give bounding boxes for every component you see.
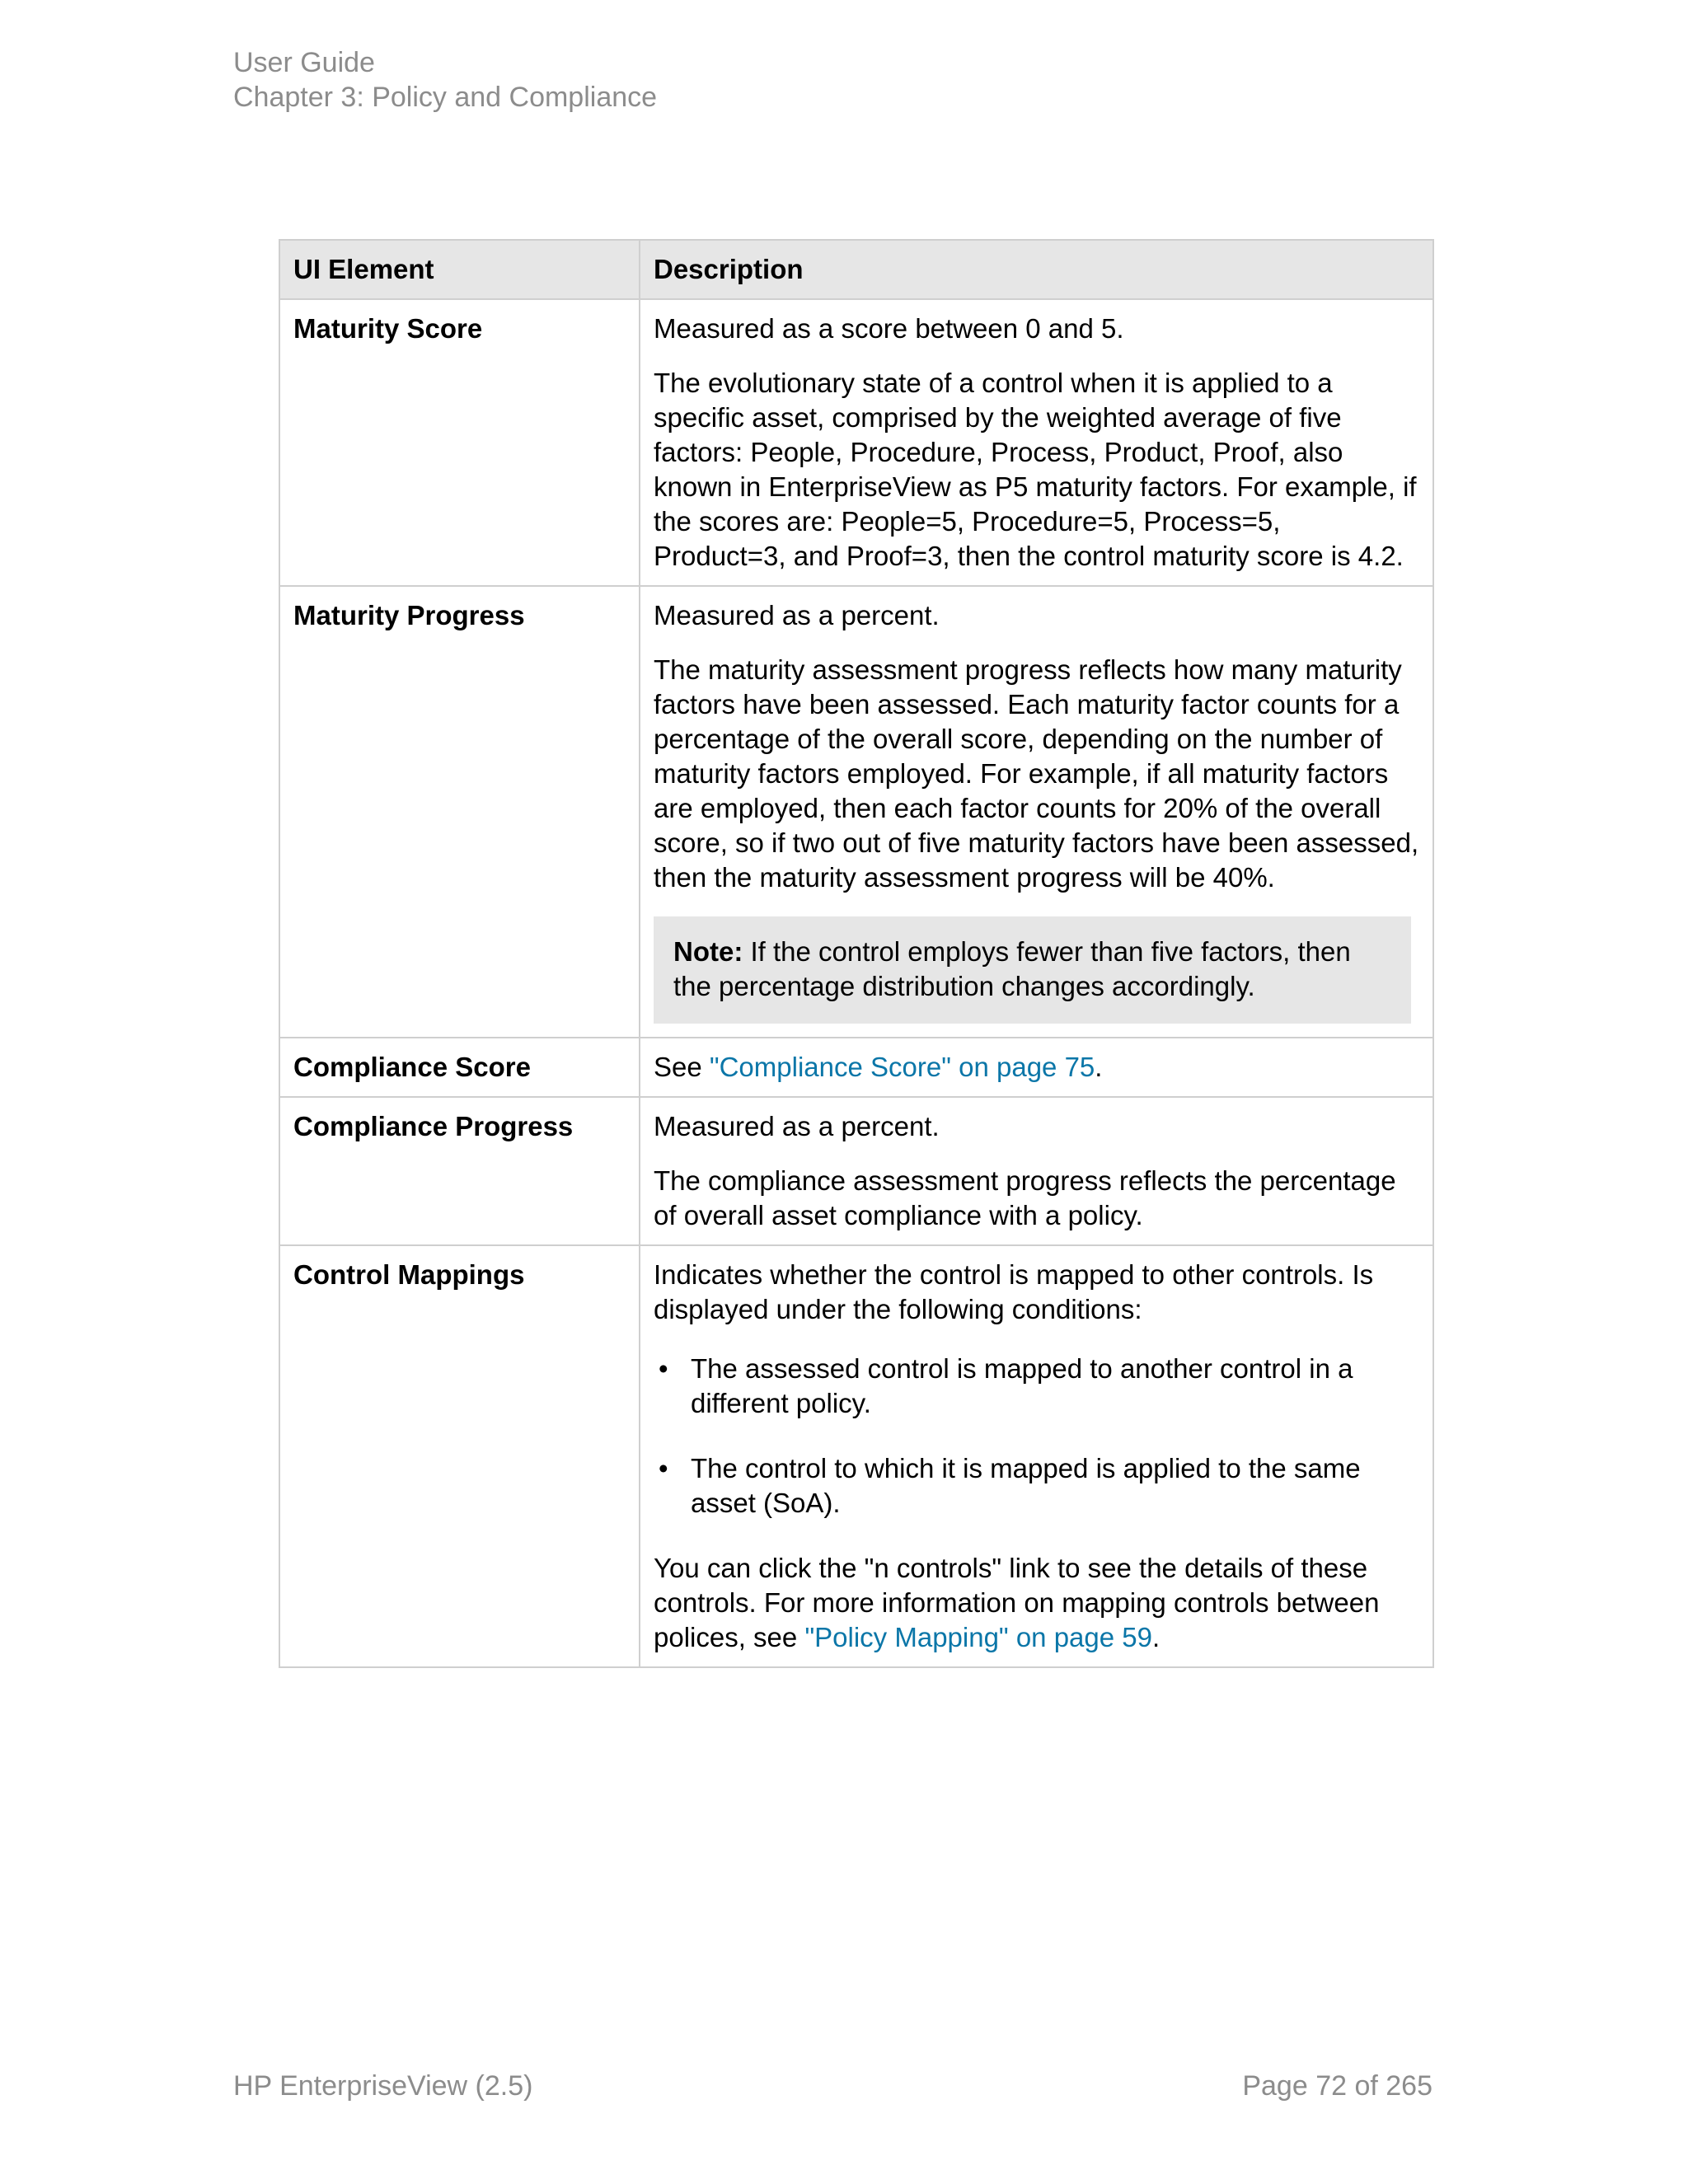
element-description	[640, 1038, 1433, 1097]
description-paragraph: The maturity assessment progress reflects how many maturity factors have been assessed. Each maturity factor counts for a percentage of the overall score, depending on the number of maturity factors employed. For example, if all maturity factors are employed, then each factor counts for 20% of the overall score, so if two out of five maturity factors have been assessed, then the maturity assessment progress will be 40%.	[654, 654, 1419, 893]
list-item	[654, 1352, 1419, 1421]
description-paragraph: The compliance assessment progress reflects the percentage of overall asset compliance with a policy.	[654, 1165, 1396, 1230]
element-name: Maturity Progress	[279, 586, 640, 1038]
table-row-maturity-progress	[279, 586, 1433, 1038]
bullet-icon: •	[659, 1353, 668, 1384]
list-item	[654, 1451, 1419, 1521]
element-name: Compliance Score	[279, 1038, 640, 1097]
conditions-list	[654, 1352, 1419, 1521]
element-name: Maturity Score	[279, 299, 640, 586]
element-name: Compliance Progress	[279, 1097, 640, 1245]
link-suffix: .	[1151, 1622, 1160, 1652]
link-suffix: .	[1095, 1052, 1103, 1082]
description-paragraph: Measured as a percent.	[654, 600, 940, 630]
table-row-control-mappings	[279, 1245, 1433, 1667]
element-description	[640, 1245, 1433, 1667]
table-row-compliance-score	[279, 1038, 1433, 1097]
mapping-text: You can click the "n controls" link to see the details of these controls. For more information on mapping controls between polices, see	[654, 1553, 1380, 1652]
table-row-maturity-score	[279, 299, 1433, 586]
footer-page-number: Page 72 of 265	[1242, 2070, 1432, 2102]
description-paragraph	[654, 1551, 1419, 1655]
note-text: If the control employs fewer than five factors, then the percentage distribution changes accordingly.	[673, 936, 1351, 1001]
column-header-description: Description	[640, 240, 1433, 299]
element-description	[640, 586, 1433, 1038]
footer-product: HP EnterpriseView (2.5)	[233, 2070, 533, 2102]
description-paragraph: Indicates whether the control is mapped to other controls. Is displayed under the following conditions:	[654, 1259, 1374, 1324]
chapter-title: Chapter 3: Policy and Compliance	[233, 82, 658, 113]
note-box	[654, 916, 1411, 1024]
see-prefix: See	[654, 1052, 710, 1082]
element-description	[640, 1097, 1433, 1245]
element-name: Control Mappings	[279, 1245, 640, 1667]
compliance-score-link[interactable]: "Compliance Score" on page 75	[709, 1052, 1095, 1082]
column-header-ui-element: UI Element	[279, 240, 640, 299]
description-paragraph: The evolutionary state of a control when it is applied to a specific asset, comprised by the weighted average of five factors: People, Procedure, Process, Product, Proof, also known in EnterpriseView as P5 maturity factors. For example, if the scores are: People=5, Procedure=5, Process=5, Product=3, and Proof=3, then the control maturity score is 4.2.	[654, 368, 1417, 571]
running-header	[233, 45, 657, 115]
note-label: Note:	[673, 936, 743, 967]
policy-mapping-link[interactable]: "Policy Mapping" on page 59	[804, 1622, 1152, 1652]
description-paragraph: Measured as a percent.	[654, 1111, 940, 1141]
description-paragraph: Measured as a score between 0 and 5.	[654, 313, 1124, 344]
guide-title: User Guide	[233, 47, 375, 78]
element-description	[640, 299, 1433, 586]
table-header-row	[279, 240, 1433, 299]
bullet-icon: •	[659, 1453, 668, 1483]
ui-elements-table	[279, 239, 1434, 1668]
list-item-text: The assessed control is mapped to another control in a different policy.	[691, 1353, 1353, 1418]
list-item-text: The control to which it is mapped is applied to the same asset (SoA).	[691, 1453, 1361, 1518]
table-row-compliance-progress	[279, 1097, 1433, 1245]
